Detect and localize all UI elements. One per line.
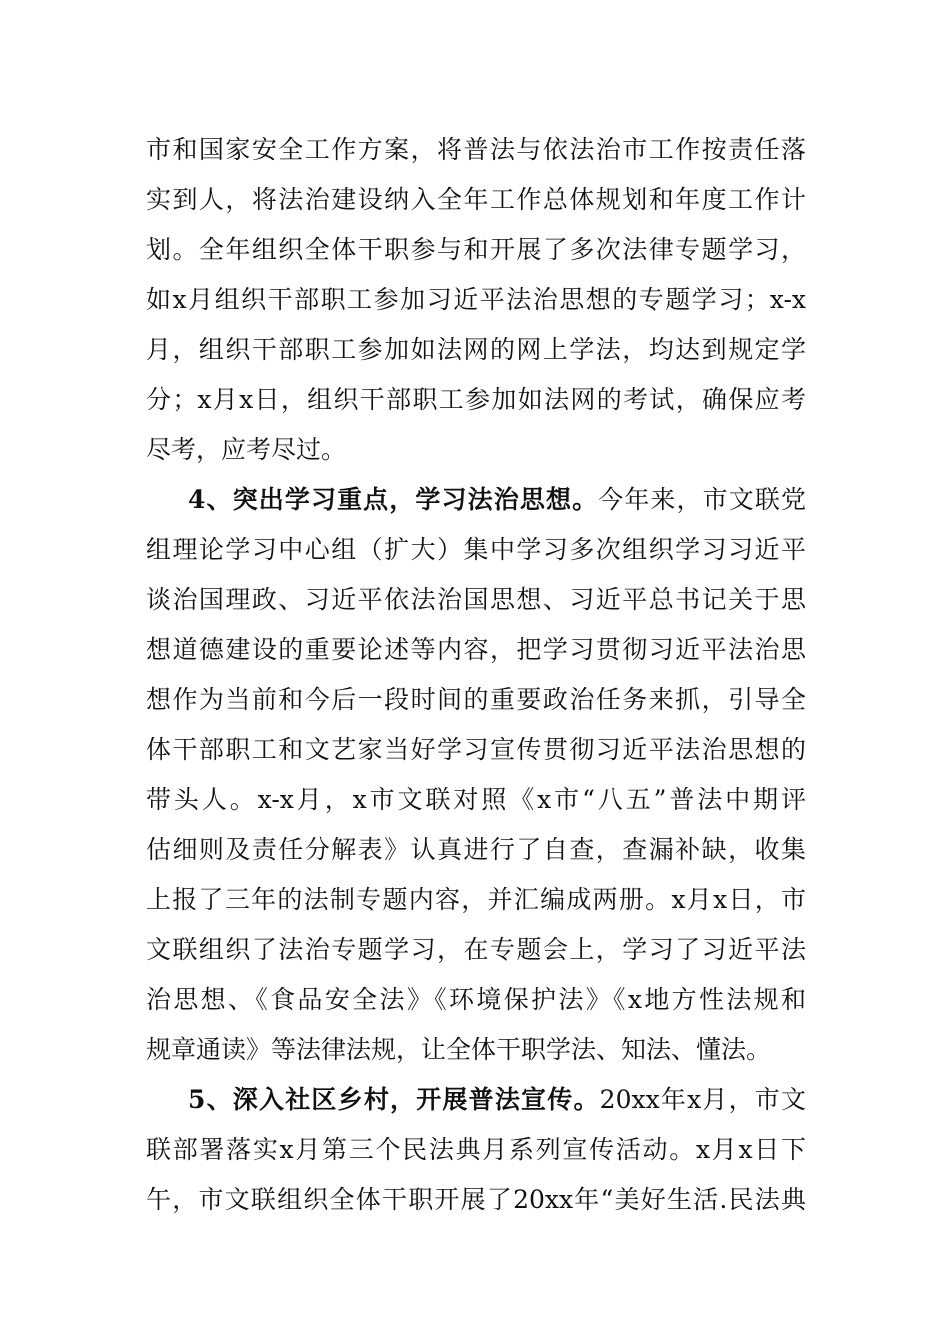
text-line: 市和国家安全工作方案，将普法与依法治市工作按责任落 xyxy=(146,135,806,164)
section-4-heading: 4、突出学习重点，学习法治思想。 xyxy=(188,485,599,514)
text-line: 上报了三年的法制专题内容，并汇编成两册。x月x日，市 xyxy=(146,885,806,914)
text-line: 实到人，将法治建设纳入全年工作总体规划和年度工作计 xyxy=(146,185,806,214)
section-4-paragraph xyxy=(146,475,806,1075)
text-line: 想作为当前和今后一段时间的重要政治任务来抓，引导全 xyxy=(146,685,806,714)
document-body xyxy=(146,125,806,1225)
section-5-first-line xyxy=(146,1075,806,1125)
paragraph-continued xyxy=(146,125,806,475)
text-line: 带头人。x-x月，x市文联对照《x市“八五”普法中期评 xyxy=(146,785,806,814)
text-line: 想道德建设的重要论述等内容，把学习贯彻习近平法治思 xyxy=(146,635,806,664)
text-line: 组理论学习中心组（扩大）集中学习多次组织学习习近平 xyxy=(146,535,806,564)
text-line: 如x月组织干部职工参加习近平法治思想的专题学习；x-x xyxy=(146,285,806,314)
section-4-first-line xyxy=(146,475,806,525)
text-line: 估细则及责任分解表》认真进行了自查，查漏补缺，收集 xyxy=(146,835,806,864)
text-line: 规章通读》等法律法规，让全体干职学法、知法、懂法。 xyxy=(146,1035,772,1064)
text-line: 文联组织了法治专题学习，在专题会上，学习了习近平法 xyxy=(146,935,806,964)
section-5-paragraph xyxy=(146,1075,806,1225)
text-line: 午，市文联组织全体干职开展了20xx年“美好生活.民法典 xyxy=(146,1185,806,1214)
text-line: 划。全年组织全体干职参与和开展了多次法律专题学习， xyxy=(146,235,806,264)
section-5-heading: 5、深入社区乡村，开展普法宣传。 xyxy=(188,1085,600,1114)
text-line: 体干部职工和文艺家当好学习宣传贯彻习近平法治思想的 xyxy=(146,735,806,764)
section-4-first-line-text: 今年来，市文联党 xyxy=(598,485,806,514)
text-line: 治思想、《食品安全法》《环境保护法》《x地方性法规和 xyxy=(146,985,806,1014)
text-line: 谈治国理政、习近平依法治国思想、习近平总书记关于思 xyxy=(146,585,806,614)
text-line: 月，组织干部职工参加如法网的网上学法，均达到规定学 xyxy=(146,335,806,364)
section-5-first-line-text: 20xx年x月，市文 xyxy=(599,1085,807,1114)
text-line: 分；x月x日，组织干部职工参加如法网的考试，确保应考 xyxy=(146,385,806,414)
text-line: 尽考，应考尽过。 xyxy=(146,435,347,464)
text-line: 联部署落实x月第三个民法典月系列宣传活动。x月x日下 xyxy=(146,1135,806,1164)
